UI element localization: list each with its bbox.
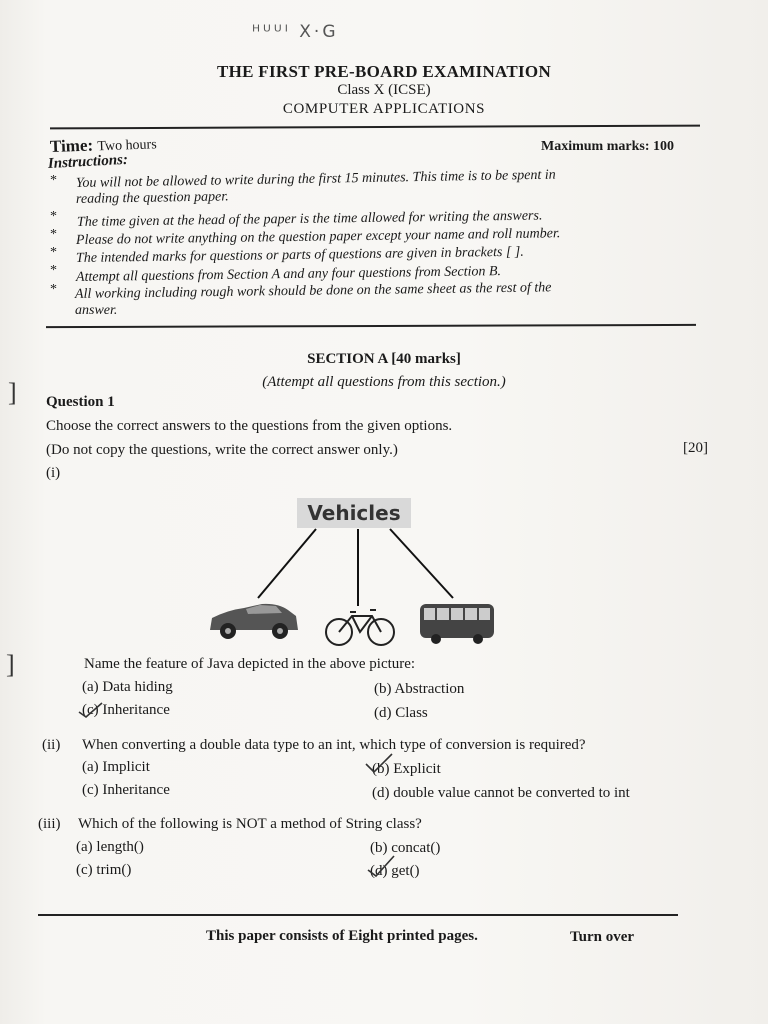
connector-line [258,529,316,598]
instruction-3: Please do not write anything on the question paper except your name and roll number. [75,226,561,248]
tick-mark-icon [364,854,398,880]
subject-line: COMPUTER APPLICATIONS [282,101,486,117]
option-d: (d) double value cannot be converted to int [372,785,630,801]
bullet: * [50,227,57,242]
handwritten-note: ᴴᵁᵁᴵ X·G [252,22,339,42]
instruction-4: The intended marks for questions or parts of questions are given in brackets [ ]. [75,244,524,266]
part-iii-prompt: Which of the following is NOT a method of String class? [78,816,422,832]
bicycle-icon [326,610,394,645]
part-number: (ii) [42,737,61,753]
instructions-rule [46,324,696,328]
margin-mark: ] [8,378,17,407]
turn-over-note: Turn over [570,929,635,945]
bullet: * [50,282,57,297]
margin-mark: ] [6,650,15,679]
class-line: Class X (ICSE) [337,82,431,98]
bullet: * [50,263,57,278]
instruction-1a: You will not be allowed to write during the first 15 minutes. This time is to be spent in [75,167,556,191]
bullet: * [50,209,57,224]
time-label-text: Time: [49,135,94,156]
instructions-label: Instructions: [47,151,129,172]
instruction-5: Attempt all questions from Section A and any four questions from Section B. [75,264,502,285]
section-title: SECTION A [40 marks] [307,351,461,367]
bus-icon [420,604,494,644]
max-marks: Maximum marks: 100 [541,139,674,154]
instruction-6b: answer. [75,303,118,318]
option-d: (d) get() [370,863,420,879]
time-value: Two hours [97,137,157,155]
option-c: (c) Inheritance [82,782,170,798]
bullet: * [50,173,57,188]
option-a: (a) Implicit [82,759,150,775]
part-i-prompt: Name the feature of Java depicted in the above picture: [84,656,416,672]
instruction-1b: reading the question paper. [75,189,229,207]
exam-title: THE FIRST PRE-BOARD EXAMINATION [216,62,552,81]
page-count-note: This paper consists of Eight printed pages. [206,928,478,944]
option-a: (a) Data hiding [82,679,173,695]
instruction-2: The time given at the head of the paper is the time allowed for writing the answers. [76,208,543,230]
option-d: (d) Class [374,705,428,721]
connector-line [390,529,453,598]
tick-mark-icon [76,700,106,720]
question-instruction-note: (Do not copy the questions, write the correct answer only.) [46,442,398,458]
part-ii-prompt: When converting a double data type to an int, which type of conversion is required? [82,737,586,753]
option-b: (b) concat() [370,840,441,856]
part-number: (i) [46,465,61,481]
section-note: (Attempt all questions from this section.) [262,374,506,390]
car-icon [210,604,298,639]
question-instruction: Choose the correct answers to the questions from the given options. [46,418,453,434]
option-a: (a) length() [76,839,144,855]
part-number: (iii) [38,816,61,832]
option-b: (b) Explicit [372,761,441,777]
question-marks: [20] [683,440,708,456]
question-label: Question 1 [46,394,115,410]
diagram-label: Vehicles [307,501,401,525]
bullet: * [50,245,57,260]
option-c: (c) Inheritance [82,702,170,718]
option-c: (c) trim() [76,862,132,878]
header-rule [50,125,700,130]
tick-mark-icon [362,752,398,776]
option-b: (b) Abstraction [374,681,465,697]
vehicles-diagram [200,492,510,652]
footer-rule [38,914,678,916]
instruction-6a: All working including rough work should be done on the same sheet as the rest of the [74,280,552,302]
